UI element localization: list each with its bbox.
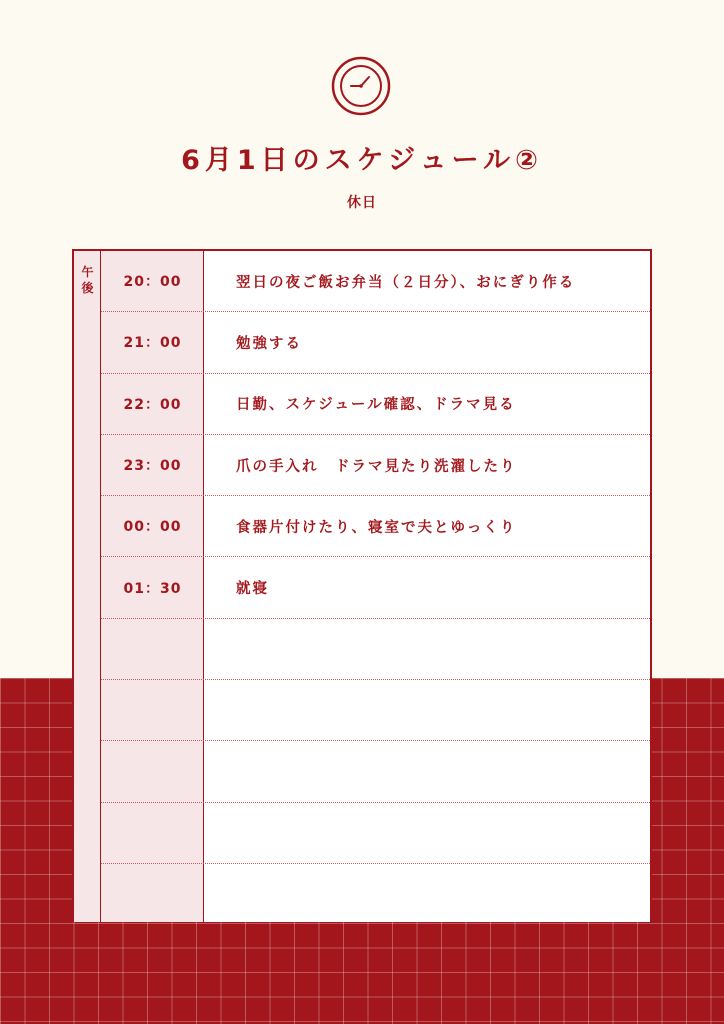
period-label-char: 後 — [81, 281, 94, 295]
row-task: 食器片付けたり、寝室で夫とゆっくり — [236, 519, 517, 536]
schedule-row — [101, 680, 650, 741]
schedule-row — [101, 864, 650, 925]
schedule-card — [72, 249, 652, 922]
row-time — [101, 864, 204, 925]
row-task — [236, 741, 646, 801]
schedule-row — [101, 374, 650, 435]
clock-icon — [331, 56, 391, 116]
row-task — [236, 803, 646, 863]
schedule-row — [101, 251, 650, 312]
schedule-row — [101, 557, 650, 618]
schedule-rows — [101, 251, 650, 925]
row-time — [101, 741, 204, 801]
row-time: 01：30 — [123, 580, 182, 597]
period-column — [74, 251, 101, 922]
page-title: 6月1日のスケジュール② — [181, 145, 543, 176]
schedule-row — [101, 741, 650, 802]
row-time: 23：00 — [123, 458, 182, 475]
row-time — [101, 619, 204, 679]
row-time — [101, 680, 204, 740]
row-time: 22：00 — [123, 396, 182, 413]
page-subtitle: 休日 — [347, 195, 377, 211]
period-label — [74, 264, 101, 296]
schedule-row — [101, 435, 650, 496]
row-task: 爪の手入れ ドラマ見たり洗濯したり — [236, 458, 517, 475]
row-task: 日勤、スケジュール確認、ドラマ見る — [236, 397, 516, 414]
row-time: 21：00 — [123, 335, 182, 352]
schedule-row — [101, 496, 650, 557]
row-task: 翌日の夜ご飯お弁当（２日分）、おにぎり作る — [236, 274, 576, 291]
schedule-row — [101, 803, 650, 864]
row-task — [236, 864, 646, 925]
row-task: 就寝 — [236, 581, 269, 598]
row-task — [236, 680, 646, 740]
row-time: 20：00 — [123, 274, 182, 291]
schedule-row — [101, 312, 650, 373]
period-label-char: 午 — [81, 265, 94, 279]
schedule-row — [101, 619, 650, 680]
row-time: 00：00 — [123, 519, 182, 536]
row-time — [101, 803, 204, 863]
row-task — [236, 619, 646, 679]
row-task: 勉強する — [236, 335, 302, 352]
